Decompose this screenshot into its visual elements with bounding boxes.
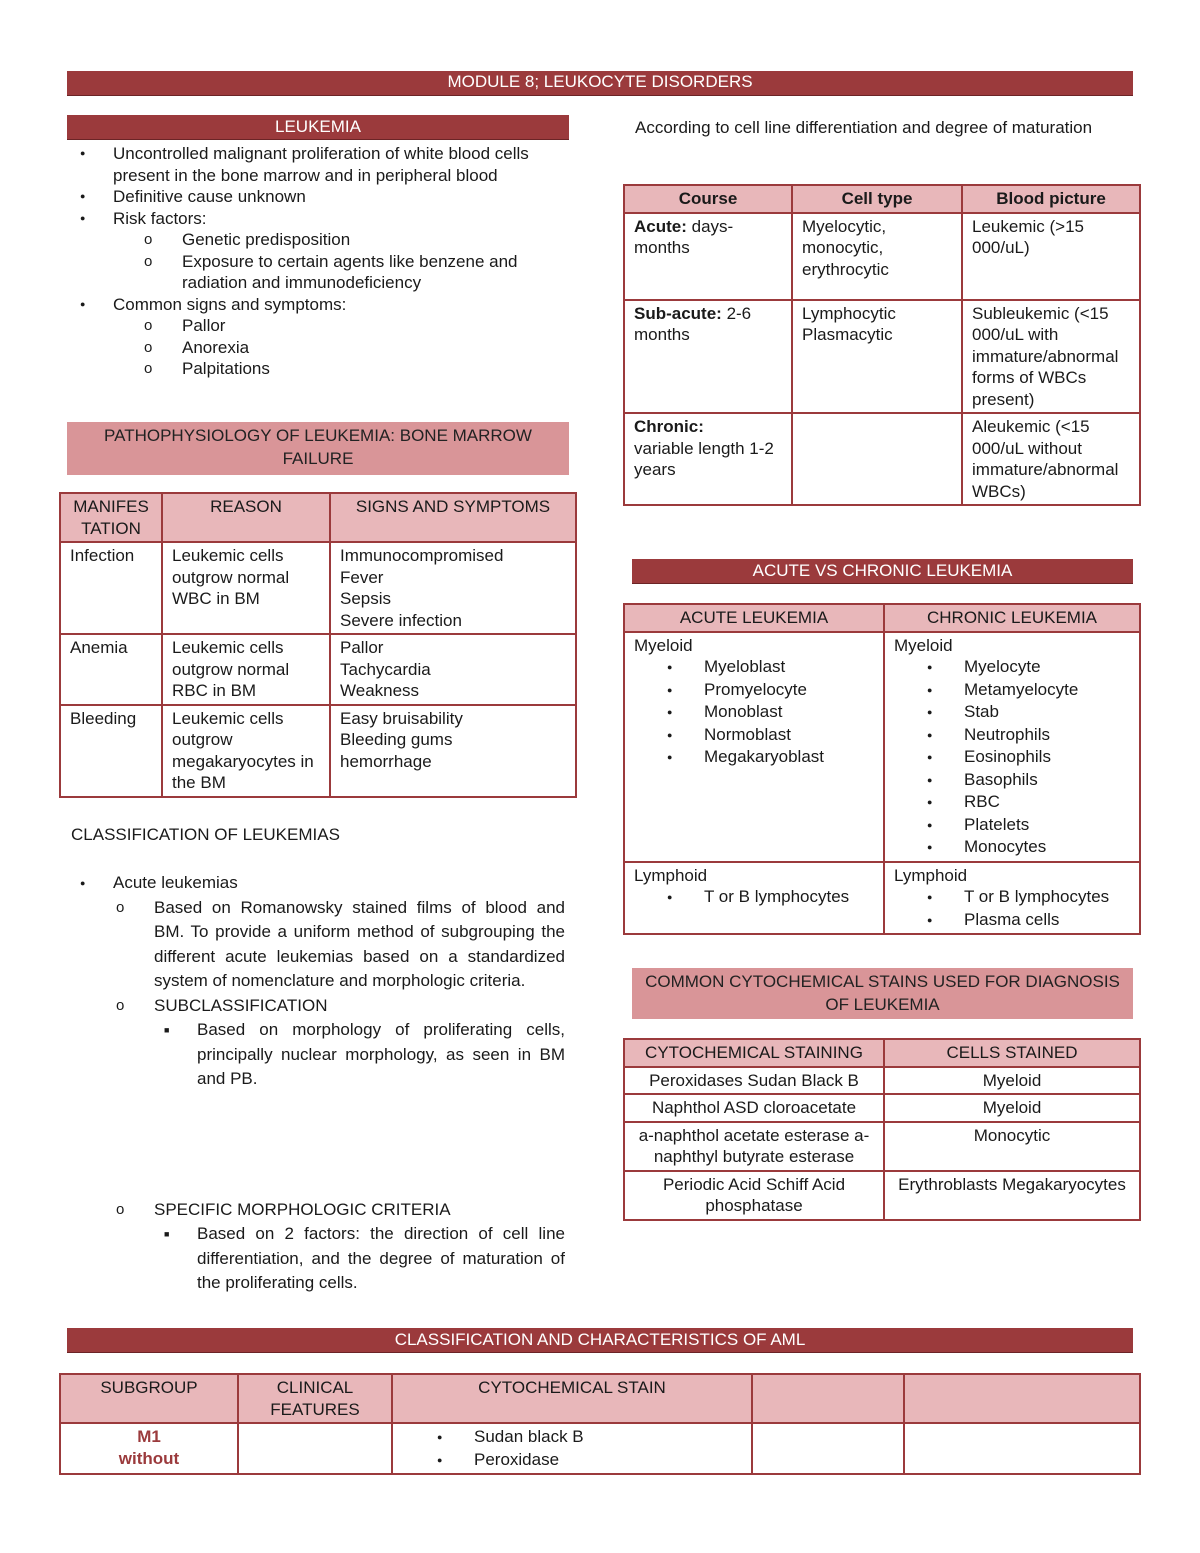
list-item: ■ Based on morphology of proliferating cells, principally nuclear morphology, as seen in BM and PB. xyxy=(197,1018,565,1092)
aml-table xyxy=(59,1373,1141,1475)
table-cell: Anemia xyxy=(60,634,162,705)
table-cell xyxy=(624,862,884,935)
symptom: Easy bruisability xyxy=(340,708,463,728)
table-cell: Infection xyxy=(60,542,162,634)
table-row xyxy=(60,634,576,705)
list-item: o SPECIFIC MORPHOLOGIC CRITERIA xyxy=(154,1198,565,1223)
course-label: Sub-acute: xyxy=(634,303,722,323)
list-item: ● Metamyelocyte xyxy=(964,679,1130,702)
table-cell: Myelocytic, monocytic, erythrocytic xyxy=(792,213,962,300)
table-header: SUBGROUP xyxy=(60,1374,238,1423)
table-header: SIGNS AND SYMPTOMS xyxy=(330,493,576,542)
list-item: o Exposure to certain agents like benzene and radiation and immunodeficiency xyxy=(182,251,543,294)
symptom: Immunocompromised xyxy=(340,546,504,565)
table-header: MANIFES TATION xyxy=(60,493,162,542)
list-item: ● Promyelocyte xyxy=(704,679,874,702)
list-item: ■ Based on 2 factors: the direction of cell line differentiation, and the degree of maturation of the proliferating cells. xyxy=(197,1222,565,1296)
table-row xyxy=(624,213,1140,300)
table-cell xyxy=(884,862,1140,935)
list-item: ● Peroxidase xyxy=(474,1449,742,1472)
table-cell xyxy=(330,634,576,705)
course-duration: days-months xyxy=(634,216,734,257)
table-row xyxy=(624,1171,1140,1220)
leukemia-heading: LEUKEMIA xyxy=(67,115,569,139)
module-title: MODULE 8; LEUKOCYTE DISORDERS xyxy=(67,71,1133,95)
table-cell: Myeloid xyxy=(884,1067,1140,1095)
list-item: ● RBC xyxy=(964,791,1130,814)
list-item: o Anorexia xyxy=(182,337,543,359)
leukemia-list xyxy=(113,143,543,380)
table-row xyxy=(624,300,1140,414)
symptom: Fever xyxy=(340,567,384,587)
symptom: Tachycardia xyxy=(340,659,431,679)
list-item: ● Common signs and symptoms: xyxy=(113,294,543,316)
list-item: ● Acute leukemias xyxy=(113,871,565,896)
table-cell xyxy=(60,1423,238,1474)
list-item: ● Neutrophils xyxy=(964,724,1130,747)
list-item: ● Monocytes xyxy=(964,836,1130,859)
table-row xyxy=(624,862,1140,935)
table-cell: Bleeding xyxy=(60,705,162,797)
table-cell xyxy=(624,300,792,414)
table-header: CYTOCHEMICAL STAIN xyxy=(392,1374,752,1423)
myeloid-label: Myeloid xyxy=(894,635,953,655)
table-row xyxy=(624,1122,1140,1171)
table-cell: Leukemic cells outgrow normal WBC in BM xyxy=(162,542,330,634)
table-header: ACUTE LEUKEMIA xyxy=(624,604,884,632)
list-item: o SUBCLASSIFICATION xyxy=(154,994,565,1019)
lymphoid-label: Lymphoid xyxy=(894,865,968,885)
list-item: ● Stab xyxy=(964,701,1130,724)
subgroup-desc: without xyxy=(118,1448,180,1468)
table-row xyxy=(624,413,1140,505)
table-header: CELLS STAINED xyxy=(884,1039,1140,1067)
aml-heading: CLASSIFICATION AND CHARACTERISTICS OF AML xyxy=(67,1328,1133,1352)
table-cell: Lymphocytic Plasmacytic xyxy=(792,300,962,414)
course-intro: According to cell line differentiation and degree of maturation xyxy=(635,118,1093,137)
list-item: o Based on Romanowsky stained films of blood and BM. To provide a uniform method of subgrouping the different acute leukemias based on a standardized system of nomenclature and morphologic criteria. xyxy=(154,896,565,994)
list-item: ● Myeloblast xyxy=(704,656,874,679)
table-cell: Leukemic cells outgrow normal RBC in BM xyxy=(162,634,330,705)
table-cell xyxy=(792,413,962,505)
table-row xyxy=(624,1067,1140,1095)
table-cell: Leukemic cells outgrow megakaryocytes in the BM xyxy=(162,705,330,797)
myeloid-label: Myeloid xyxy=(634,635,693,655)
table-header: Course xyxy=(624,185,792,213)
course-label: Chronic: xyxy=(634,417,704,436)
list-item: o Genetic predisposition xyxy=(182,229,543,251)
stains-heading: COMMON CYTOCHEMICAL STAINS USED FOR DIAGNOSIS OF LEUKEMIA xyxy=(632,968,1133,1019)
symptom: Severe infection xyxy=(340,610,462,630)
list-item: ● Sudan black B xyxy=(474,1426,742,1449)
acute-chronic-table xyxy=(623,603,1141,935)
subgroup-code: M1 xyxy=(137,1427,161,1446)
table-cell: Aleukemic (<15 000/uL without immature/abnormal WBCs) xyxy=(962,413,1140,505)
table-row xyxy=(60,1423,1140,1474)
table-header: Blood picture xyxy=(962,185,1140,213)
course-duration: 2-6 months xyxy=(634,303,752,344)
table-cell: a-naphthol acetate esterase a-naphthyl butyrate esterase xyxy=(624,1122,884,1171)
table-row xyxy=(624,1094,1140,1122)
table-cell: Periodic Acid Schiff Acid phosphatase xyxy=(624,1171,884,1220)
patho-heading: PATHOPHYSIOLOGY OF LEUKEMIA: BONE MARROW FAILURE xyxy=(67,422,569,475)
symptom: Bleeding gums xyxy=(340,730,453,749)
table-cell xyxy=(330,705,576,797)
list-item: ● Normoblast xyxy=(704,724,874,747)
table-cell xyxy=(330,542,576,634)
table-header: CYTOCHEMICAL STAINING xyxy=(624,1039,884,1067)
list-item: ● T or B lymphocytes xyxy=(704,886,874,909)
list-item: ● Plasma cells xyxy=(964,909,1130,932)
table-header xyxy=(752,1374,904,1423)
list-item: o Palpitations xyxy=(182,358,543,380)
classification-list xyxy=(113,871,565,1296)
patho-table xyxy=(59,492,577,798)
list-item: ● Platelets xyxy=(964,814,1130,837)
list-item: ● Eosinophils xyxy=(964,746,1130,769)
symptom: Pallor xyxy=(340,638,384,657)
table-cell: Leukemic (>15 000/uL) xyxy=(962,213,1140,300)
table-cell: Myeloid xyxy=(884,1094,1140,1122)
table-cell: Subleukemic (<15 000/uL with immature/abnormal forms of WBCs present) xyxy=(962,300,1140,414)
classification-heading: CLASSIFICATION OF LEUKEMIAS xyxy=(71,825,340,844)
table-cell xyxy=(238,1423,392,1474)
list-item: ● Myelocyte xyxy=(964,656,1130,679)
symptom: Sepsis xyxy=(340,589,392,608)
table-cell: Monocytic xyxy=(884,1122,1140,1171)
table-row xyxy=(60,542,576,634)
list-item: ● Megakaryoblast xyxy=(704,746,874,769)
list-item: ● Basophils xyxy=(964,769,1130,792)
list-item: ● Uncontrolled malignant proliferation of white blood cells present in the bone marrow and in peripheral blood xyxy=(113,143,543,186)
table-cell xyxy=(624,213,792,300)
symptom: Weakness xyxy=(340,681,420,700)
table-header: CLINICAL FEATURES xyxy=(238,1374,392,1423)
acute-vs-chronic-heading: ACUTE VS CHRONIC LEUKEMIA xyxy=(632,559,1133,583)
list-item: ● Definitive cause unknown xyxy=(113,186,543,208)
table-cell xyxy=(752,1423,904,1474)
table-cell: Naphthol ASD cloroacetate xyxy=(624,1094,884,1122)
table-header: CHRONIC LEUKEMIA xyxy=(884,604,1140,632)
table-cell: Erythroblasts Megakaryocytes xyxy=(884,1171,1140,1220)
table-row xyxy=(60,705,576,797)
list-item: ● Monoblast xyxy=(704,701,874,724)
table-header: REASON xyxy=(162,493,330,542)
table-header xyxy=(904,1374,1140,1423)
table-row xyxy=(624,632,1140,862)
table-cell xyxy=(624,632,884,862)
course-table xyxy=(623,184,1141,506)
stains-table xyxy=(623,1038,1141,1221)
list-item: ● T or B lymphocytes xyxy=(964,886,1130,909)
table-cell xyxy=(884,632,1140,862)
list-item: o Pallor xyxy=(182,315,543,337)
course-duration: variable length 1-2 years xyxy=(634,438,774,479)
table-cell: Peroxidases Sudan Black B xyxy=(624,1067,884,1095)
table-cell xyxy=(392,1423,752,1474)
lymphoid-label: Lymphoid xyxy=(634,865,708,885)
list-item: ● Risk factors: xyxy=(113,208,543,230)
table-cell xyxy=(904,1423,1140,1474)
table-header: Cell type xyxy=(792,185,962,213)
table-cell xyxy=(624,413,792,505)
symptom: hemorrhage xyxy=(340,751,432,771)
course-label: Acute: xyxy=(634,216,687,236)
